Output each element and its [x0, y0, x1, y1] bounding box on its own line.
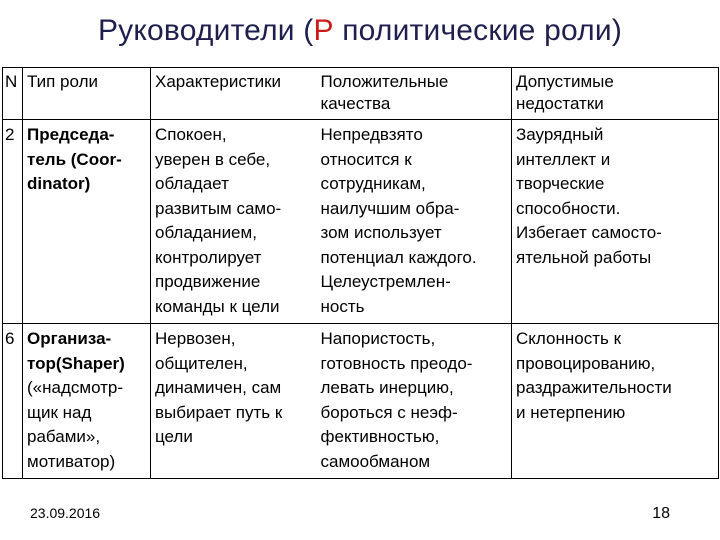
header-characteristics: Характеристики [151, 68, 317, 120]
role-positive-qualities: Непредвзято относится к сотрудникам, наилучшим обра- зом использует потенциал каждого. Целеустремлен- ность [317, 120, 512, 324]
row-number: 2 [3, 120, 23, 324]
slide-page-number: 18 [652, 505, 670, 522]
role-characteristics: Нервозен, общителен, динамичен, сам выбирает путь к цели [151, 324, 317, 479]
header-role-type: Тип роли [23, 68, 151, 120]
table-row [3, 324, 719, 479]
role-cell [23, 324, 151, 479]
header-positive-qualities: Положительные качества [317, 68, 512, 120]
table-row [3, 120, 719, 324]
table-header-row [3, 68, 719, 120]
row-number: 6 [3, 324, 23, 479]
role-allowed-flaws: Заурядный интеллект и творческие способности. Избегает самосто- ятельной работы [512, 120, 719, 324]
role-nickname: («надсмотр- щик над рабами», мотиватор) [27, 378, 124, 471]
title-red-letter: Р [313, 14, 334, 47]
header-number: N [3, 68, 23, 120]
role-name: Председа- тель (Coor- dinator) [23, 120, 151, 324]
slide-title [0, 14, 720, 48]
role-characteristics: Спокоен, уверен в себе, обладает развитым само- обладанием, контролирует продвижение команды к цели [151, 120, 317, 324]
header-allowed-flaws: Допустимые недостатки [512, 68, 719, 120]
role-positive-qualities: Напористость, готовность преодо- левать инерцию, бороться с неэф- фективностью, самообманом [317, 324, 512, 479]
role-allowed-flaws: Склонность к провоцированию, раздражительности и нетерпению [512, 324, 719, 479]
slide-date: 23.09.2016 [30, 505, 101, 521]
title-prefix: Руководители ( [97, 14, 314, 47]
title-suffix: политические роли) [333, 14, 623, 47]
roles-table [2, 67, 719, 479]
role-name: Организа- тор(Shaper) [27, 329, 125, 373]
